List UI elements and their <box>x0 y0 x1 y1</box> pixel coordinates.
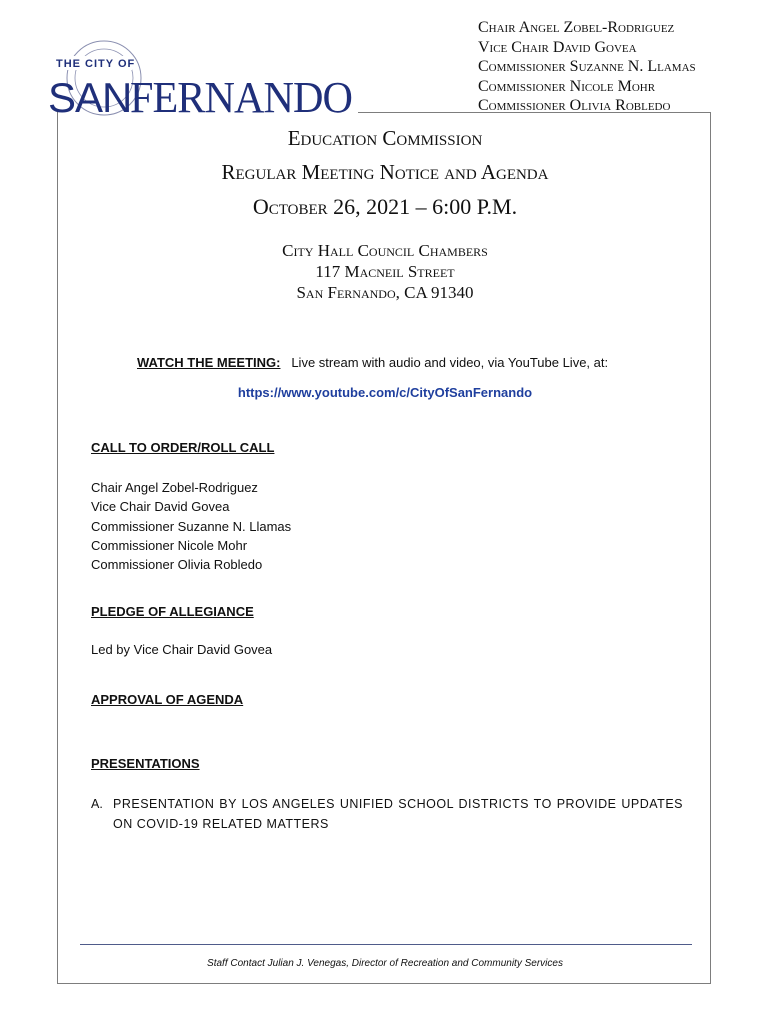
roster-line: Chair Angel Zobel-Rodriguez <box>478 19 675 36</box>
roll-call-member: Commissioner Nicole Mohr <box>91 537 248 553</box>
venue-line: 117 Macneil Street <box>315 262 455 281</box>
roster-line: Vice Chair David Govea <box>478 38 637 56</box>
city-logo <box>48 38 358 126</box>
call-to-order-heading: CALL TO ORDER/ROLL CALL <box>91 440 275 455</box>
logo-word-san: SAN <box>48 74 132 121</box>
pledge-text: Led by Vice Chair David Govea <box>91 642 273 657</box>
meeting-date-time: October 26, 2021 – 6:00 P.M. <box>252 194 518 219</box>
roll-call-member: Vice Chair David Govea <box>91 499 230 515</box>
pledge-heading <box>91 604 254 619</box>
roll-call-member: Commissioner Olivia Robledo <box>91 557 263 573</box>
venue-line: San Fernando, CA 91340 <box>296 283 474 302</box>
logo-small-text: THE CITY OF <box>56 58 136 70</box>
roll-call-member: Commissioner Suzanne N. Llamas <box>91 518 292 534</box>
footer-divider <box>80 944 692 945</box>
presentations-heading-text: PRESENTATIONS <box>91 756 200 771</box>
approval-heading-text: APPROVAL OF AGENDA <box>91 692 244 707</box>
approval-heading <box>91 692 243 707</box>
presentation-item <box>91 794 683 831</box>
roll-call-list <box>91 478 291 574</box>
call-to-order-section <box>91 440 274 455</box>
item-text: PRESENTATION BY LOS ANGELES UNIFIED SCHOOL DISTRICTS TO PROVIDE UPDATES ON COVID-19 RELATED MATTERS <box>113 797 683 831</box>
venue-address <box>0 240 770 303</box>
watch-text: Live stream with audio and video, via YouTube Live, at: <box>291 355 609 370</box>
roll-call-member: Chair Angel Zobel-Rodriguez <box>91 480 258 495</box>
youtube-link[interactable]: https://www.youtube.com/c/CityOfSanFernando <box>237 385 533 400</box>
staff-contact: Staff Contact Julian J. Venegas, Director of Recreation and Community Services <box>207 958 563 969</box>
commission-title: Education Commission <box>287 126 483 150</box>
watch-label: WATCH THE MEETING: <box>137 355 281 370</box>
watch-meeting <box>137 355 608 370</box>
commission-roster <box>478 18 768 116</box>
item-letter: A. <box>91 797 103 811</box>
roster-line: Commissioner Suzanne N. Llamas <box>478 58 696 75</box>
presentations-heading <box>91 756 200 771</box>
roster-line: Commissioner Olivia Robledo <box>478 97 671 114</box>
roster-line: Commissioner Nicole Mohr <box>478 77 656 95</box>
venue-line: City Hall Council Chambers <box>282 241 488 260</box>
logo-word-fernando: FERNANDO <box>130 73 352 122</box>
notice-title: Regular Meeting Notice and Agenda <box>221 160 549 184</box>
pledge-heading-text: PLEDGE OF ALLEGIANCE <box>91 604 254 619</box>
